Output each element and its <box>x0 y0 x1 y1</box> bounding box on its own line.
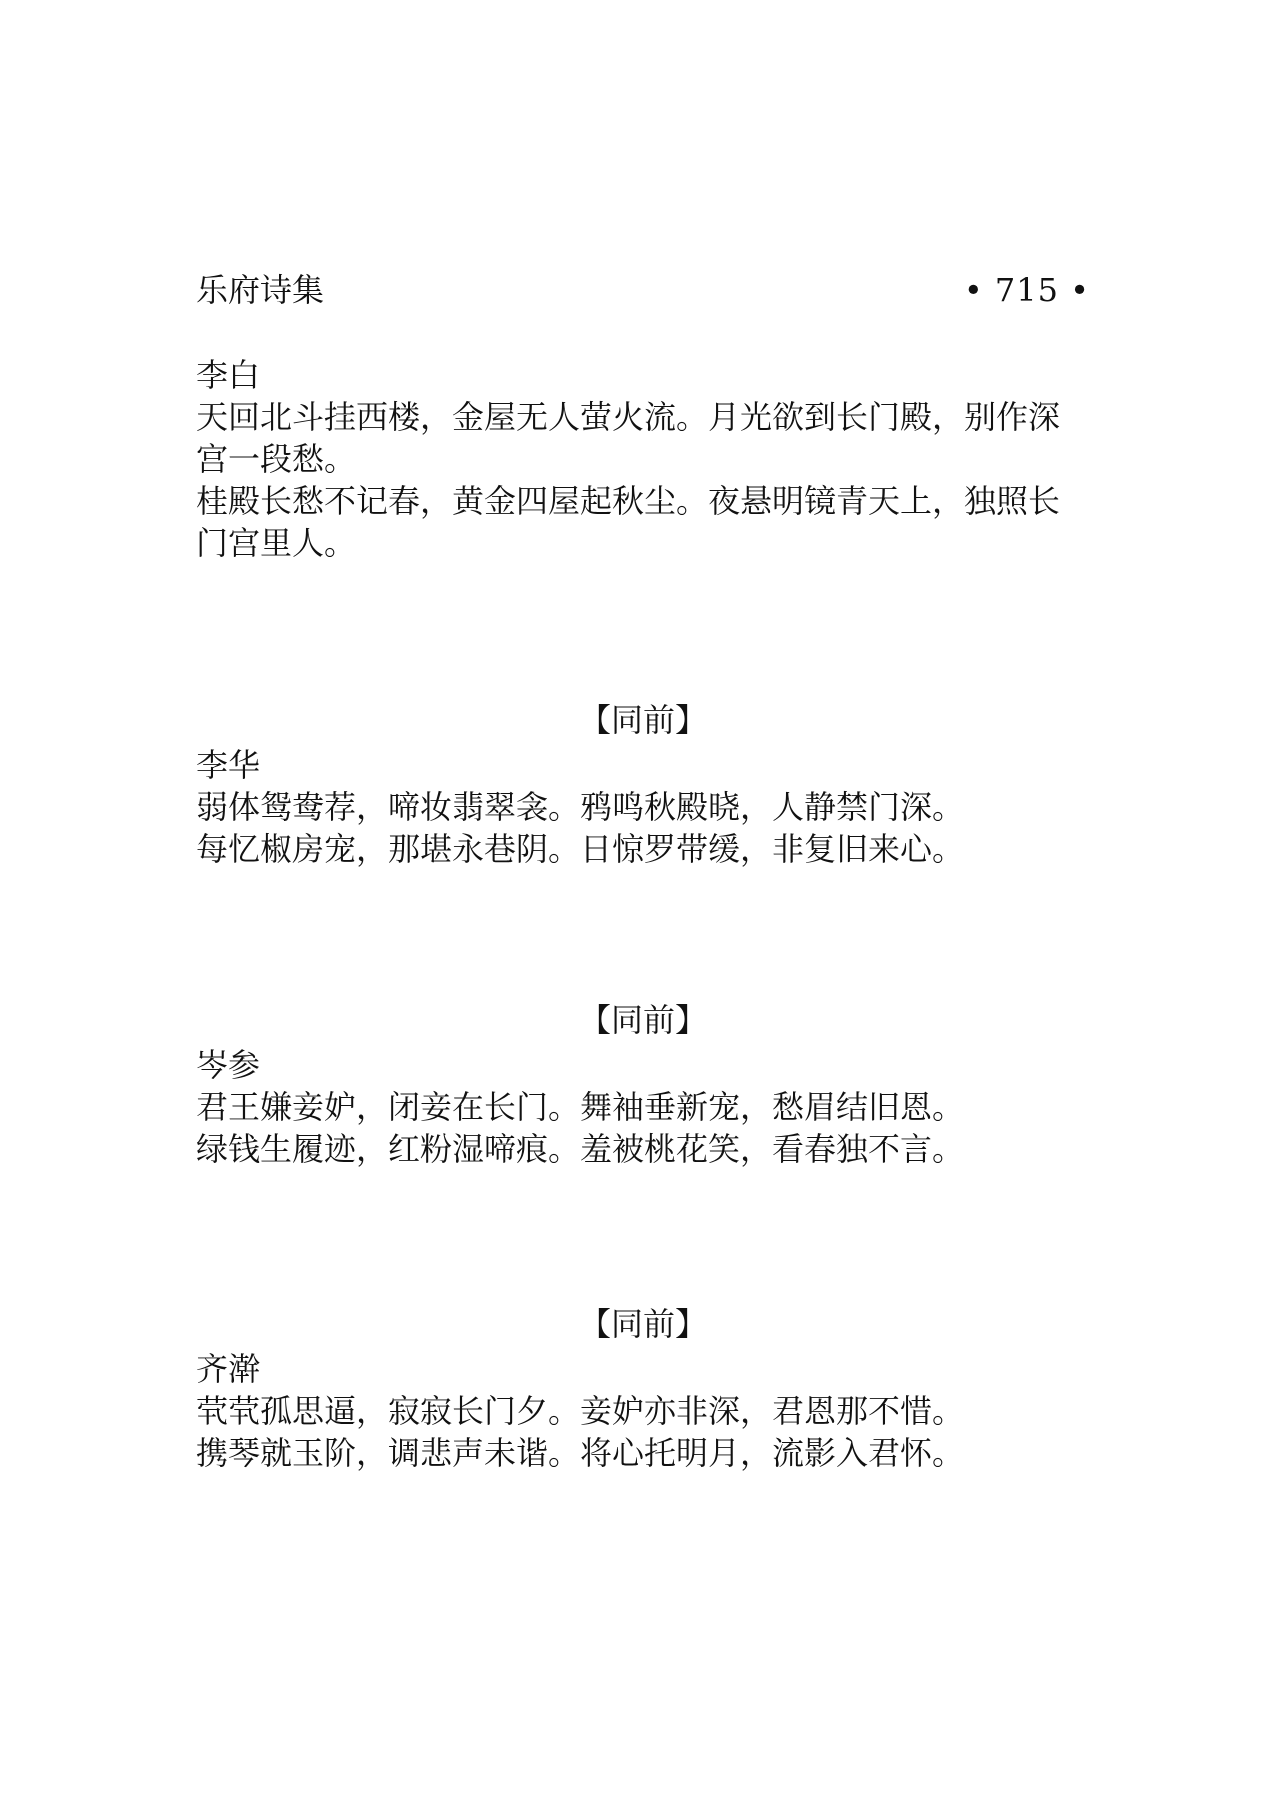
poem-stanza: 桂殿长愁不记春，黄金四屋起秋尘。夜悬明镜青天上，独照长门宫里人。 <box>196 482 1061 562</box>
poem-heading: 【同前】 <box>578 1001 707 1039</box>
poem-stanza: 携琴就玉阶，调悲声未谐。将心托明月，流影入君怀。 <box>196 1434 965 1472</box>
poem-li-hua <box>196 698 1090 870</box>
poem-stanza: 君王嫌妾妒，闭妾在长门。舞袖垂新宠，愁眉结旧恩。 <box>196 1088 965 1126</box>
poem-heading: 【同前】 <box>578 701 707 739</box>
poem-heading: 【同前】 <box>578 1305 707 1343</box>
poem-cen-shen <box>196 998 1090 1170</box>
poem-qi-huan <box>196 1302 1090 1474</box>
poem-author: 李华 <box>196 746 261 784</box>
book-title: 乐府诗集 <box>196 271 325 309</box>
poem-stanza: 每忆椒房宠，那堪永巷阴。日惊罗带缓，非复旧来心。 <box>196 830 965 868</box>
running-head <box>196 268 1090 312</box>
poem-author: 岑参 <box>196 1046 261 1084</box>
poem-author: 齐澣 <box>196 1350 261 1388</box>
poem-stanza: 绿钱生履迹，红粉湿啼痕。羞被桃花笑，看春独不言。 <box>196 1130 965 1168</box>
poem-author: 李白 <box>196 356 261 394</box>
poem-li-bai <box>196 354 1090 564</box>
poem-stanza: 弱体鸳鸯荐，啼妆翡翠衾。鸦鸣秋殿晓，人静禁门深。 <box>196 788 965 826</box>
poem-stanza: 茕茕孤思逼，寂寂长门夕。妾妒亦非深，君恩那不惜。 <box>196 1392 965 1430</box>
page-number: • 715 • <box>963 271 1090 309</box>
poem-stanza: 天回北斗挂西楼，金屋无人萤火流。月光欲到长门殿，别作深宫一段愁。 <box>196 398 1061 478</box>
